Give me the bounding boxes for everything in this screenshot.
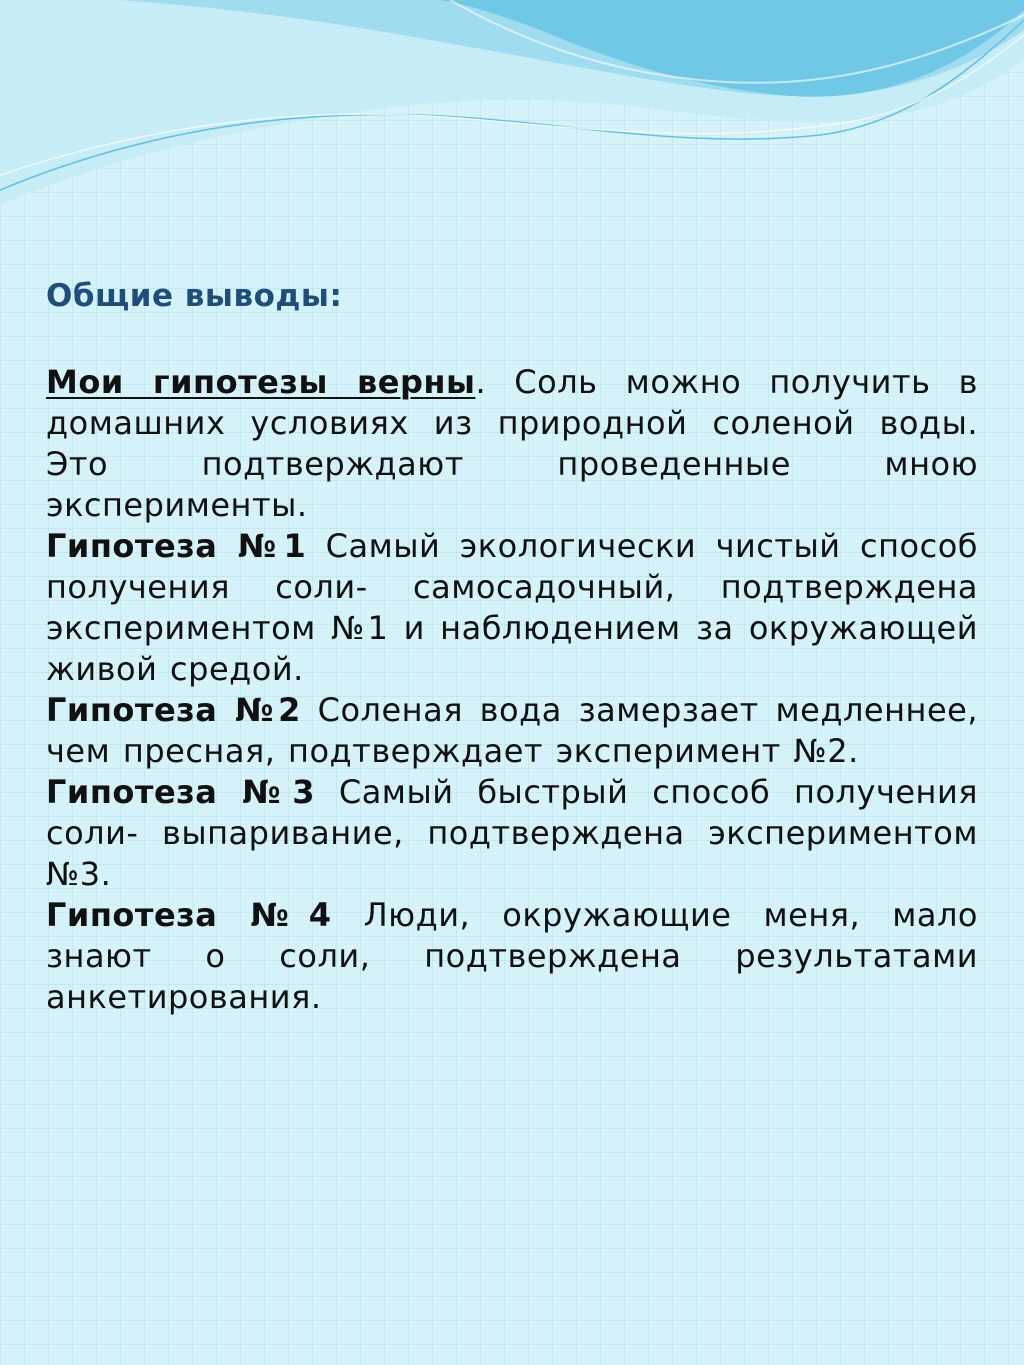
hypothesis-2 xyxy=(46,690,978,772)
hypothesis-label: Гипотеза №1 xyxy=(46,527,307,565)
conclusion-main xyxy=(46,362,978,526)
hypothesis-4 xyxy=(46,895,978,1018)
hypothesis-text: Самый экологически чистый способ получения соли- самосадочный, подтверждена экспериментом №1 и наблюдением за окружающей живой средой. xyxy=(46,527,979,688)
hypothesis-1 xyxy=(46,526,978,690)
hypothesis-text: Самый быстрый способ получения соли- выпаривание, подтверждена экспериментом №3. xyxy=(46,773,978,893)
conclusion-lead: Мои гипотезы верны xyxy=(46,363,476,401)
hypothesis-label: Гипотеза №2 xyxy=(46,691,301,729)
hypothesis-label: Гипотеза №4 xyxy=(46,896,332,934)
slide-title: Общие выводы: xyxy=(46,278,343,314)
decorative-waves xyxy=(0,0,1024,220)
hypothesis-text: Соленая вода замерзает медленнее, чем пресная, подтверждает эксперимент №2. xyxy=(46,691,979,770)
conclusion-text: . Соль можно получить в домашних условиях из природной соленой воды. Это подтверждают проведенные мною эксперименты. xyxy=(46,363,978,524)
hypothesis-text: Люди, окружающие меня, мало знают о соли, подтверждена результатами анкетирования. xyxy=(46,896,979,1016)
slide-content xyxy=(46,270,978,1018)
hypothesis-3 xyxy=(46,772,978,895)
hypothesis-label: Гипотеза №3 xyxy=(46,773,316,811)
